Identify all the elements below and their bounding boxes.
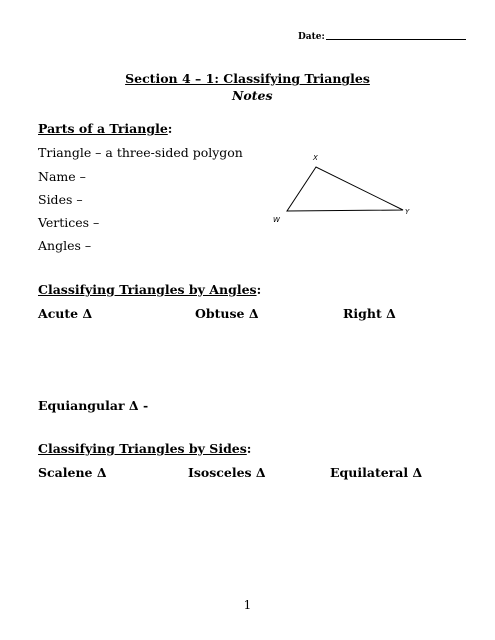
- sides-heading-colon: :: [246, 441, 252, 456]
- triangle-figure: [262, 148, 422, 232]
- sides-heading: [38, 441, 251, 456]
- vertex-label-y: Y: [405, 208, 410, 216]
- angles-heading-text: Classifying Triangles by Angles: [38, 282, 257, 297]
- equiangular-label: Equiangular Δ -: [38, 398, 149, 413]
- acute-label: Acute Δ: [38, 306, 93, 321]
- parts-heading-colon: :: [167, 121, 173, 136]
- term-sides: Sides –: [38, 192, 83, 207]
- sides-heading-text: Classifying Triangles by Sides: [38, 441, 247, 456]
- term-angles: Angles –: [38, 238, 92, 253]
- parts-heading: [38, 121, 172, 136]
- page-number: 1: [243, 598, 252, 612]
- triangle-outline: [287, 167, 403, 211]
- angles-heading-colon: :: [256, 282, 262, 297]
- triangle-definition: Triangle – a three-sided polygon: [38, 145, 243, 160]
- isosceles-label: Isosceles Δ: [188, 465, 266, 480]
- page-subtitle: Notes: [232, 88, 273, 103]
- parts-heading-text: Parts of a Triangle: [38, 121, 168, 136]
- scalene-label: Scalene Δ: [38, 465, 107, 480]
- term-name: Name –: [38, 169, 86, 184]
- angles-heading: [38, 282, 261, 297]
- obtuse-label: Obtuse Δ: [195, 306, 259, 321]
- right-label: Right Δ: [343, 306, 396, 321]
- vertex-label-w: W: [273, 216, 280, 224]
- page-title: Section 4 – 1: Classifying Triangles: [125, 71, 370, 86]
- date-blank-line: [326, 39, 466, 40]
- term-vertices: Vertices –: [38, 215, 100, 230]
- equilateral-label: Equilateral Δ: [330, 465, 423, 480]
- date-label: Date:: [298, 32, 325, 42]
- vertex-label-x: X: [313, 154, 318, 162]
